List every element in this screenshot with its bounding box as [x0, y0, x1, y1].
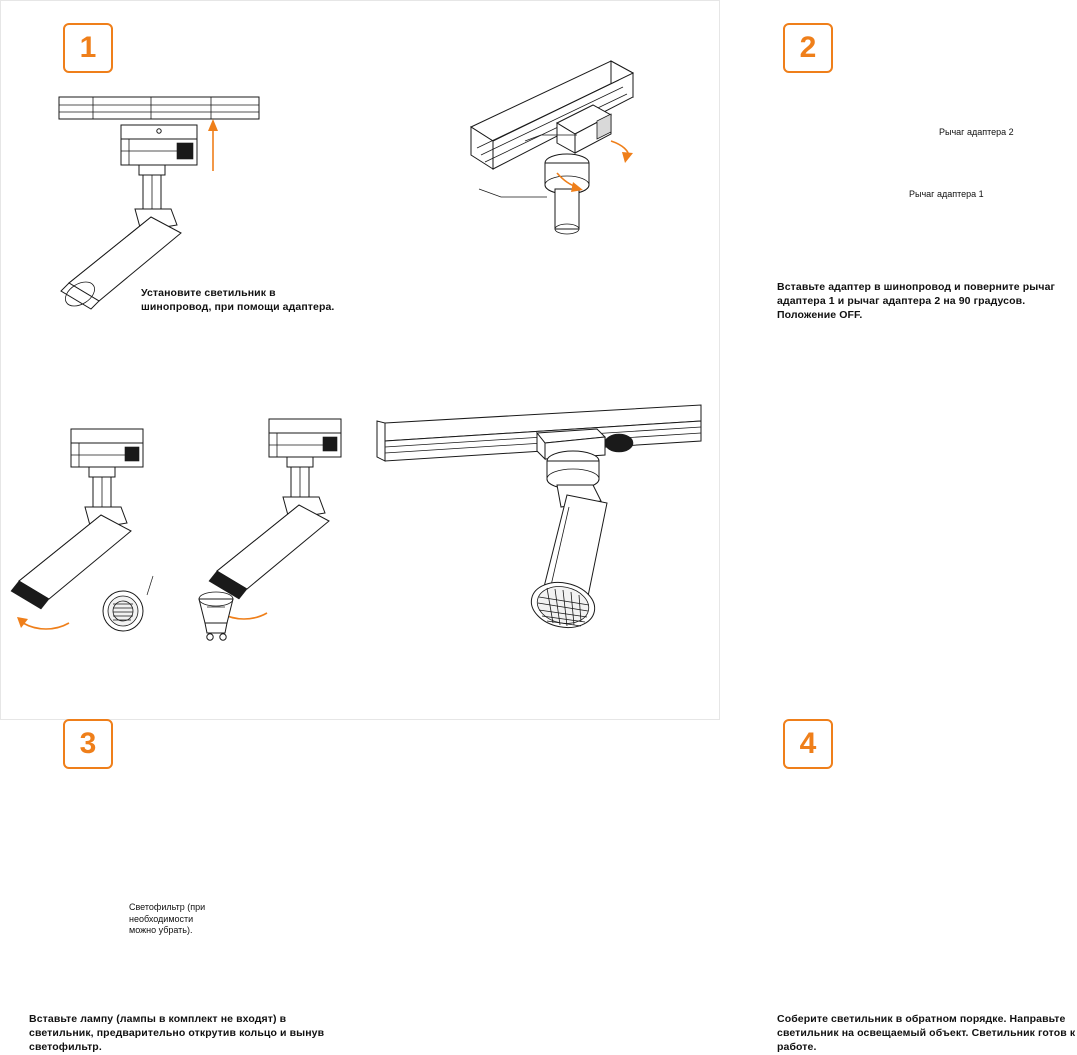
- step-4-caption: Соберите светильник в обратном порядке. Направьте светильник на освещаемый объект. Светильник готов к работе.: [777, 1013, 1076, 1053]
- luminaire-left-rotation-arrow: [17, 617, 69, 629]
- step-1-panel: [1, 1, 361, 361]
- luminaire-left-assembly: [11, 429, 143, 609]
- step-3-panel: [1, 361, 361, 1053]
- light-filter-icon: [103, 591, 143, 631]
- track-adapter-icon: [121, 125, 197, 175]
- step-1-caption: Установите светильник в шинопровод, при помощи адаптера.: [141, 287, 335, 313]
- luminaire-stem: [555, 189, 579, 234]
- luminaire-stem: [143, 175, 161, 213]
- track-rail-icon: [59, 97, 259, 119]
- step-2-caption: Вставьте адаптер в шинопровод и поверните рычаг адаптера 1 и рычаг адаптера 2 на 90 градусов. Положение OFF.: [777, 281, 1055, 321]
- step-2-number: 2: [783, 23, 833, 73]
- callout-lever-1-label: Рычаг адаптера 1: [909, 189, 984, 199]
- step-2-panel: [361, 1, 1055, 361]
- adapter-collar: [545, 154, 589, 194]
- callout-light-filter-label: Светофильтр (при необходимости можно убрать).: [129, 902, 206, 936]
- luminaire-body-icon: [527, 485, 607, 633]
- filter-leader-line: [147, 576, 153, 595]
- lever-2-rotation-arrow: [611, 141, 633, 163]
- step-3-caption: Вставьте лампу (лампы в комплект не входят) в светильник, предварительно открутив кольцо и вынув светофильтр.: [29, 1013, 325, 1053]
- callout-lever-2-label: Рычаг адаптера 2: [939, 127, 1014, 137]
- step-4-number: 4: [783, 719, 833, 769]
- step-4-panel: [361, 361, 1076, 1053]
- track-adapter-icon: [537, 429, 633, 489]
- step-1-number: 1: [63, 23, 113, 73]
- step-3-illustration: [1, 361, 361, 721]
- lamp-icon: [199, 592, 233, 640]
- insert-direction-arrow: [208, 119, 218, 171]
- step-2-illustration: [361, 1, 721, 361]
- step-4-illustration: [361, 361, 721, 721]
- step-3-number: 3: [63, 719, 113, 769]
- luminaire-right-assembly: [209, 419, 341, 599]
